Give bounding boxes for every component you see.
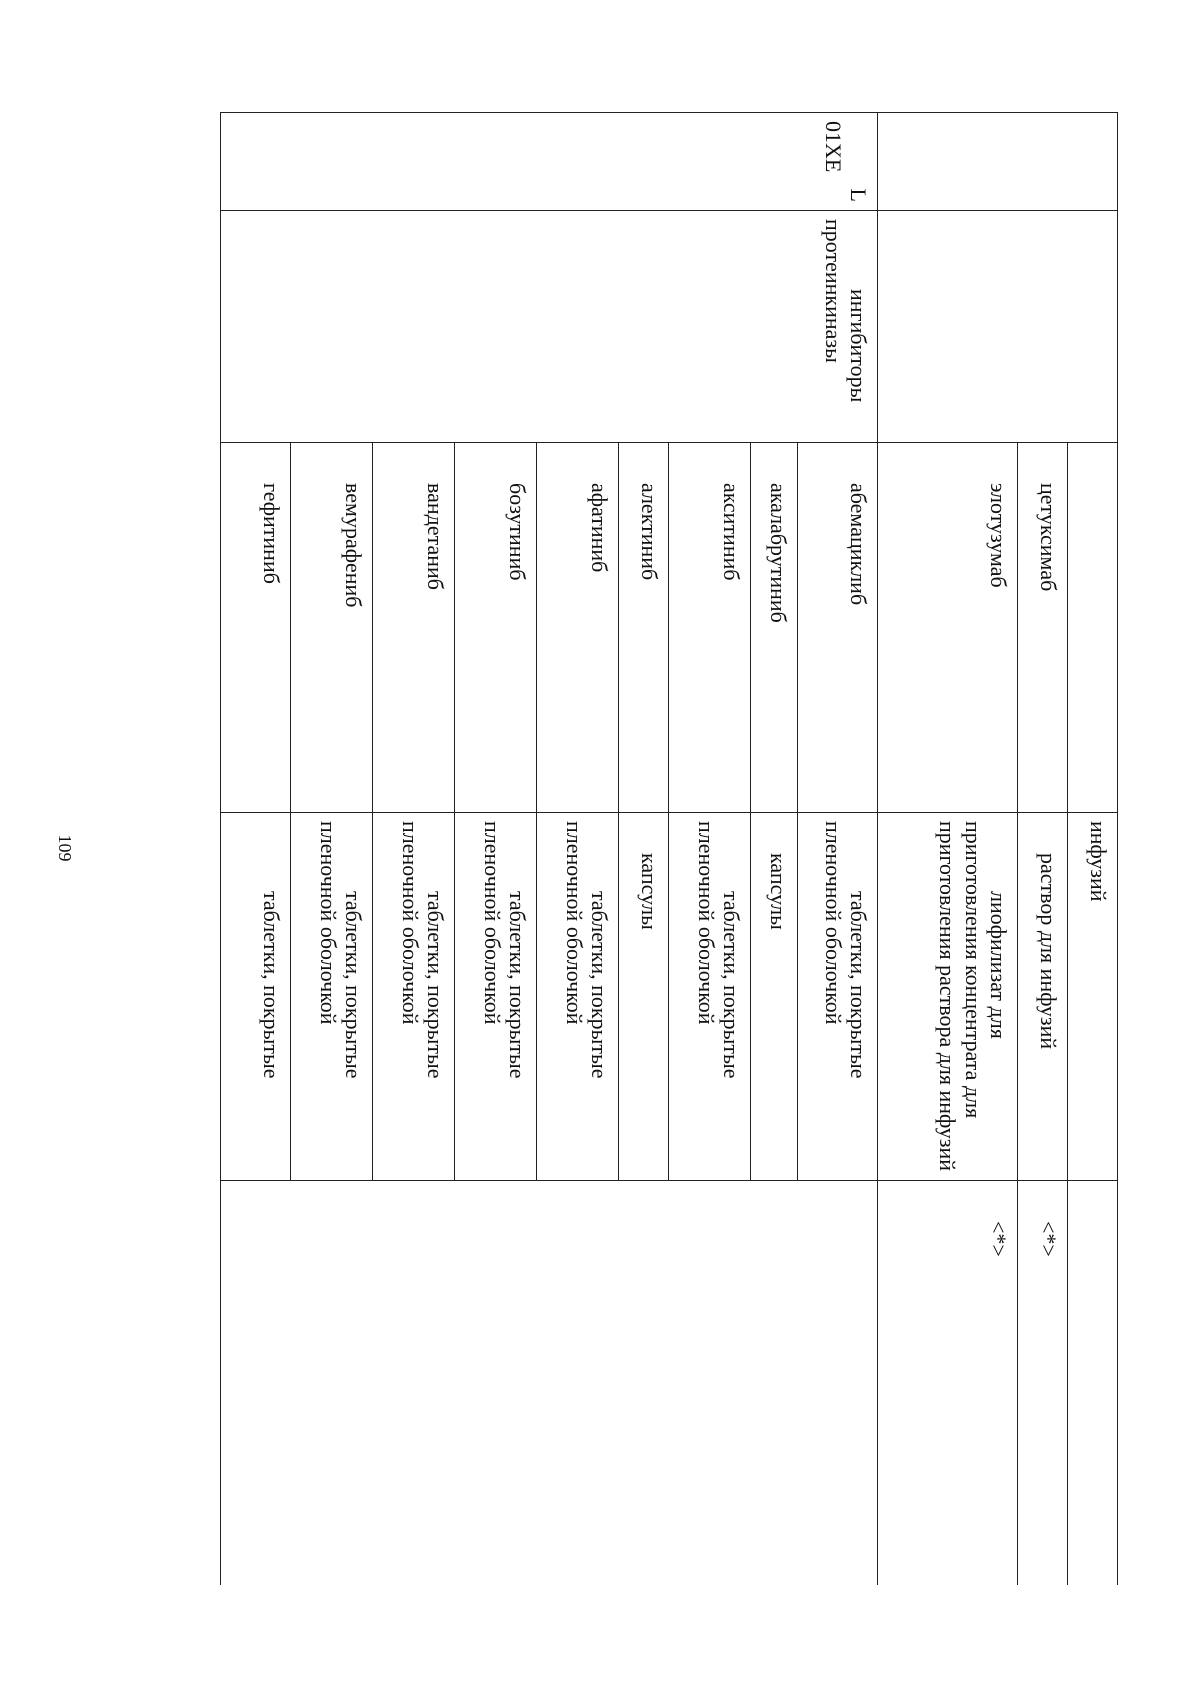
note-cell [221, 1181, 878, 1586]
form-cell [455, 813, 537, 1181]
form-cell [221, 813, 291, 1181]
form-text: таблетки, покрытые пленочной оболочкой [397, 821, 448, 1079]
form-cell [373, 813, 455, 1181]
group-cell [221, 211, 878, 443]
form-text: таблетки, покрытые пленочной оболочкой [820, 821, 871, 1079]
group-text: ингибиторы протеинкиназы [820, 219, 871, 403]
drug-cell: абемациклиб [798, 443, 878, 813]
form-text: лиофилизат для приготовления концентрата для приготовления раствора для инфузий [935, 821, 1011, 1171]
form-cell [537, 813, 619, 1181]
drug-cell: элотузумаб [878, 443, 1018, 813]
note-cell [1068, 1181, 1118, 1586]
drug-table-container [168, 112, 1118, 1585]
form-text: таблетки, покрытые пленочной оболочкой [315, 821, 366, 1079]
drug-cell: бозутиниб [455, 443, 537, 813]
atc-code-b: 01XE [820, 121, 846, 173]
drug-table-rotated [168, 112, 1118, 1585]
drug-cell: вандетаниб [373, 443, 455, 813]
drug-cell: гефитиниб [221, 443, 291, 813]
form-text: таблетки, покрытые [259, 891, 284, 1079]
drug-cell: акситиниб [669, 443, 751, 813]
table-row [798, 113, 878, 1586]
atc-code-cell [878, 113, 1118, 211]
atc-code-a: L [846, 188, 871, 202]
form-cell: капсулы [751, 813, 798, 1181]
form-cell [291, 813, 373, 1181]
form-cell [798, 813, 878, 1181]
form-cell: раствор для инфузий [1018, 813, 1068, 1181]
form-text: таблетки, покрытые пленочной оболочкой [693, 821, 744, 1079]
note-cell: <*> [878, 1181, 1018, 1586]
note-cell: <*> [1018, 1181, 1068, 1586]
page-number: 109 [55, 834, 75, 862]
drug-cell: алектиниб [619, 443, 669, 813]
drug-cell [1068, 443, 1118, 813]
group-cell [878, 211, 1118, 443]
form-cell [669, 813, 751, 1181]
drug-table [220, 112, 1118, 1585]
table-row [1068, 113, 1118, 1586]
drug-cell: цетуксимаб [1018, 443, 1068, 813]
form-cell: инфузий [1068, 813, 1118, 1181]
form-text: таблетки, покрытые пленочной оболочкой [561, 821, 612, 1079]
drug-cell: акалабрутиниб [751, 443, 798, 813]
atc-code-cell [221, 113, 878, 211]
drug-cell: вемурафениб [291, 443, 373, 813]
form-text: таблетки, покрытые пленочной оболочкой [479, 821, 530, 1079]
drug-cell: афатиниб [537, 443, 619, 813]
form-cell [878, 813, 1018, 1181]
form-cell: капсулы [619, 813, 669, 1181]
